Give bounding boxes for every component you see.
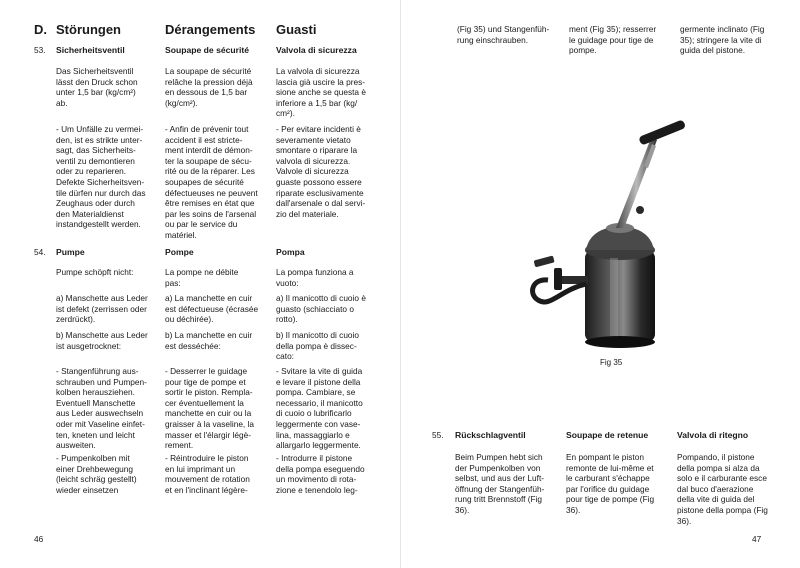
heading-fr: Dérangements [165,22,256,37]
page-number-left: 46 [34,534,44,544]
s54-title-it: Pompa [276,247,305,257]
pump-photo [520,108,710,348]
s53-it-2: - Per evitare incidenti è severamente vietato smontare o riparare la valvola di sicurezza. Valvole di sicurezza guaste possono essere riparate esclusivamente dall'arsenale o dal servi- zio del materiale. [276,124,366,219]
s54-title-fr: Pompe [165,247,194,257]
s53-fr-1: La soupape de sécurité relâche la pression déjà en dessous de 1,5 bar (kg/cm²). [165,66,253,108]
s54-it-4: - Svitare la vite di guida e levare il pistone della pompa. Cambiare, se necessario, il manicotto di cuoio o lubrificarlo leggermente con vase- lina, massaggiarlo e allargarlo leggermente. [276,366,363,451]
s55-fr: En pompant le piston remonte de lui-même et le carburant s'échappe par l'orifice du guidage pour tige de pompe (Fig 36). [566,452,655,515]
section-number-53: 53. [34,45,46,55]
s54-fr-3: b) La manchette en cuir est desséchée: [165,330,253,351]
s54-de-2: a) Manschette aus Leder ist defekt (zerrissen oder zerdrückt). [56,293,148,325]
s54-de-1: Pumpe schöpft nicht: [56,267,134,277]
s53-de-2: - Um Unfälle zu vermei- den, ist es strikte unter- sagt, das Sicherheits- ventil zu demontieren oder zu reparieren. Defekte Sicherheitsven- tile dürfen nur durch das Zeughaus oder durch den Materialdienst instandgestellt werden. [56,124,146,230]
s54-it-3: b) Il manicotto di cuoio della pompa è dissec- cato: [276,330,360,362]
s53-it-1: La valvola di sicurezza lascia già uscire la pres- sione anche se questa è inferiore a 1,5 bar (kg/ cm²). [276,66,366,119]
s54-fr-2: a) La manchette en cuir est défectueuse (écrasée ou déchirée). [165,293,259,325]
s54-title-de: Pumpe [56,247,85,257]
s55-title-de: Rückschlagventil [455,430,526,440]
s54-fr-1: La pompe ne débite pas: [165,267,239,288]
s53-title-fr: Soupape de sécurité [165,45,250,55]
heading-it: Guasti [276,22,317,37]
s53-fr-2: - Anfin de prévenir tout accident il est stricte- ment interdit de démon- ter la soupape de sécu- rité ou de la réparer. Les soupapes de sécurité défectueuses ne peuvent être remises en état que par les soins de l'arsenal ou par le service du matériel. [165,124,258,240]
s55-title-fr: Soupape de retenue [566,430,649,440]
s55-title-it: Valvola di ritegno [677,430,749,440]
s53-de-1: Das Sicherheitsventil lässt den Druck schon unter 1,5 bar (kg/cm²) ab. [56,66,138,108]
section-number-55: 55. [432,430,444,440]
figure-caption: Fig 35 [600,358,623,367]
s54-de-4: - Stangenführung aus- schrauben und Pumpen- kolben herausziehen. Eventuell Manschette aus Leder auswechseln oder mit Vaseline einfet- ten, kneten und leicht ausweiten. [56,366,147,451]
heading-de: Störungen [56,22,121,37]
s54-de-3: b) Manschette aus Leder ist ausgetrocknet: [56,330,148,351]
cont-fr: ment (Fig 35); resserrer le guidage pour tige de pompe. [569,24,657,56]
s54-it-5: - Introdurre il pistone della pompa eseguendo un movimento di rota- zione e tenendolo leg- [276,453,365,495]
s55-it: Pompando, il pistone della pompa si alza da solo e il carburante esce dal buco d'aerazione della vite di guida del pistone della pompa (Fig 36). [677,452,768,526]
s53-title-it: Valvola di sicurezza [276,45,357,55]
s53-title-de: Sicherheitsventil [56,45,125,55]
s55-de: Beim Pumpen hebt sich der Pumpenkolben von selbst, und aus der Luft- öffnung der Stangenfüh- rung tritt Brennstoff (Fig 36). [455,452,545,515]
section-marker: D. [34,22,47,37]
s54-fr-4: - Desserrer le guidage pour tige de pompe et sortir le piston. Rempla- cer éventuellement la manchette en cuir ou la graisser à la vaseline, la masser et l'élargir légè- rement. [165,366,255,451]
section-number-54: 54. [34,247,46,257]
cont-it: germente inclinato (Fig 35); stringere la vite di guida del pistone. [680,24,765,56]
s54-it-1: La pompa funziona a vuoto: [276,267,354,288]
page-fold [400,0,401,568]
s54-fr-5: - Réintroduire le piston en lui imprimant un mouvement de rotation et en l'inclinant légère- [165,453,250,495]
page-number-right: 47 [752,534,762,544]
s54-de-5: - Pumpenkolben mit einer Drehbewegung (leicht schräg gestellt) wieder einsetzen [56,453,137,495]
cont-de: (Fig 35) und Stangenfüh- rung einschrauben. [457,24,550,45]
s54-it-2: a) Il manicotto di cuoio è guasto (schiacciato o rotto). [276,293,366,325]
